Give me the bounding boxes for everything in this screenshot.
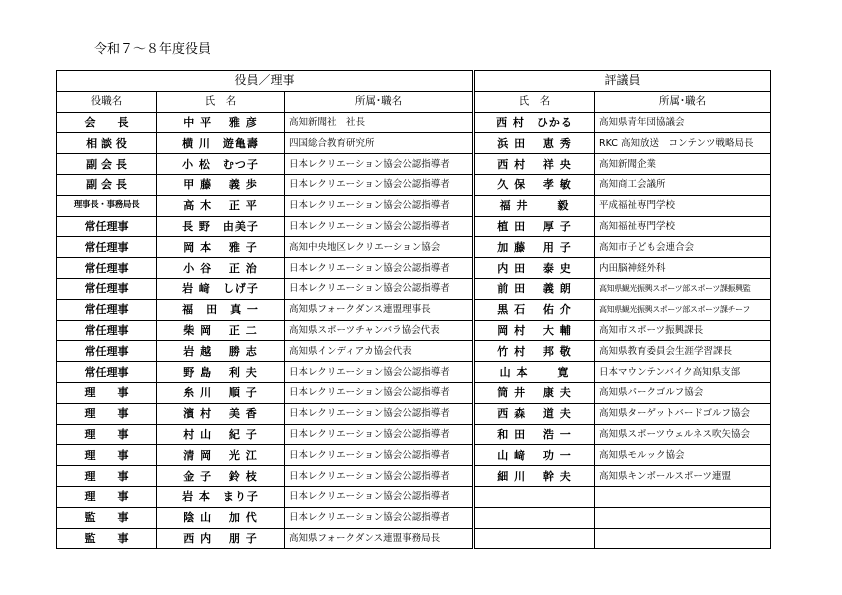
councilor-affiliation: 高知市子ども会連合会 bbox=[595, 237, 771, 258]
officer-row bbox=[57, 362, 473, 383]
officer-name: 岩 本 まり子 bbox=[157, 486, 285, 507]
councilor-name: 内 田 泰 史 bbox=[475, 258, 595, 279]
officer-affiliation: 高知県フォークダンス連盟理事長 bbox=[285, 299, 473, 320]
officer-role: 常任理事 bbox=[57, 341, 157, 362]
councilor-row bbox=[475, 237, 771, 258]
officer-role: 相 談 役 bbox=[57, 133, 157, 154]
councilor-affiliation: 高知県スポーツウェルネス吹矢協会 bbox=[595, 424, 771, 445]
officer-affiliation: 日本レクリエーション協会公認指導者 bbox=[285, 486, 473, 507]
officer-name: 岡 本 雅 子 bbox=[157, 237, 285, 258]
councilors-table bbox=[474, 70, 771, 549]
officer-name: 長 野 由美子 bbox=[157, 216, 285, 237]
officer-affiliation: 高知県インディアカ協会代表 bbox=[285, 341, 473, 362]
officer-affiliation: 高知新聞社 社長 bbox=[285, 112, 473, 133]
officer-affiliation: 日本レクリエーション協会公認指導者 bbox=[285, 216, 473, 237]
councilor-affiliation: 高知県青年団協議会 bbox=[595, 112, 771, 133]
councilor-name: 西 森 道 夫 bbox=[475, 403, 595, 424]
officer-row bbox=[57, 216, 473, 237]
officer-affiliation: 高知中央地区レクリエーション協会 bbox=[285, 237, 473, 258]
officer-name: 小 谷 正 治 bbox=[157, 258, 285, 279]
councilor-name: 和 田 浩 一 bbox=[475, 424, 595, 445]
councilor-affiliation bbox=[595, 486, 771, 507]
officer-name: 小 松 むつ子 bbox=[157, 154, 285, 175]
councilor-affiliation: 高知県観光振興スポーツ部スポーツ課チーフ bbox=[595, 299, 771, 320]
officer-name: 西 内 朋 子 bbox=[157, 528, 285, 549]
officer-role: 常任理事 bbox=[57, 258, 157, 279]
councilor-affiliation bbox=[595, 528, 771, 549]
officer-row bbox=[57, 403, 473, 424]
officer-name: 柴 岡 正 二 bbox=[157, 320, 285, 341]
councilor-affiliation: 高知県教育委員会生涯学習課長 bbox=[595, 341, 771, 362]
councilor-row bbox=[475, 112, 771, 133]
officer-name: 清 岡 光 江 bbox=[157, 445, 285, 466]
councilor-row bbox=[475, 445, 771, 466]
councilor-row bbox=[475, 528, 771, 549]
councilor-row bbox=[475, 507, 771, 528]
councilor-row bbox=[475, 195, 771, 216]
councilor-name: 久 保 孝 敏 bbox=[475, 174, 595, 195]
officer-name: 横 川 遊亀壽 bbox=[157, 133, 285, 154]
officer-name: 金 子 鈴 枝 bbox=[157, 466, 285, 487]
councilor-name: 山 﨑 功 一 bbox=[475, 445, 595, 466]
officer-row bbox=[57, 195, 473, 216]
officer-affiliation: 高知県フォークダンス連盟事務局長 bbox=[285, 528, 473, 549]
councilor-affiliation: RKC 高知放送 コンテンツ戦略局長 bbox=[595, 133, 771, 154]
councilor-affiliation: 高知福祉専門学校 bbox=[595, 216, 771, 237]
councilor-row bbox=[475, 133, 771, 154]
officer-role: 理 事 bbox=[57, 486, 157, 507]
officer-row bbox=[57, 258, 473, 279]
councilor-affiliation: 平成福祉専門学校 bbox=[595, 195, 771, 216]
officer-name: 濱 村 美 香 bbox=[157, 403, 285, 424]
role-column-header: 役職名 bbox=[57, 91, 157, 112]
officer-name: 野 島 利 夫 bbox=[157, 362, 285, 383]
officer-affiliation: 日本レクリエーション協会公認指導者 bbox=[285, 258, 473, 279]
officer-row bbox=[57, 341, 473, 362]
councilor-affiliation: 高知県ターゲットバードゴルフ協会 bbox=[595, 403, 771, 424]
councilor-name: 細 川 幹 夫 bbox=[475, 466, 595, 487]
name-column-header: 氏 名 bbox=[475, 91, 595, 112]
councilor-affiliation: 高知県観光振興スポーツ部スポーツ課振興監 bbox=[595, 278, 771, 299]
officer-name: 甲 藤 義 歩 bbox=[157, 174, 285, 195]
councilor-affiliation: 高知県モルック協会 bbox=[595, 445, 771, 466]
councilor-affiliation: 高知商工会議所 bbox=[595, 174, 771, 195]
officer-affiliation: 日本レクリエーション協会公認指導者 bbox=[285, 174, 473, 195]
officer-row bbox=[57, 133, 473, 154]
officer-row bbox=[57, 112, 473, 133]
officer-role: 監 事 bbox=[57, 507, 157, 528]
officer-row bbox=[57, 154, 473, 175]
officer-name: 岩 﨑 しげ子 bbox=[157, 278, 285, 299]
officer-role: 常任理事 bbox=[57, 320, 157, 341]
officer-affiliation: 日本レクリエーション協会公認指導者 bbox=[285, 507, 473, 528]
officer-role: 理事長・事務局長 bbox=[57, 195, 157, 216]
officer-row bbox=[57, 528, 473, 549]
officer-role: 監 事 bbox=[57, 528, 157, 549]
officer-name: 中 平 雅 彦 bbox=[157, 112, 285, 133]
councilor-row bbox=[475, 382, 771, 403]
name-column-header: 氏 名 bbox=[157, 91, 285, 112]
affiliation-column-header: 所属･職名 bbox=[285, 91, 473, 112]
officer-role: 理 事 bbox=[57, 403, 157, 424]
councilor-row bbox=[475, 424, 771, 445]
councilor-affiliation: 高知新聞企業 bbox=[595, 154, 771, 175]
councilor-affiliation: 高知県キンボールスポーツ連盟 bbox=[595, 466, 771, 487]
officer-affiliation: 日本レクリエーション協会公認指導者 bbox=[285, 445, 473, 466]
councilor-name: 植 田 厚 子 bbox=[475, 216, 595, 237]
councilor-row bbox=[475, 403, 771, 424]
councilor-name: 福 井 毅 bbox=[475, 195, 595, 216]
councilor-name: 筒 井 康 夫 bbox=[475, 382, 595, 403]
officer-name: 糸 川 順 子 bbox=[157, 382, 285, 403]
officer-row bbox=[57, 320, 473, 341]
councilor-row bbox=[475, 299, 771, 320]
councilor-name: 竹 村 邦 敬 bbox=[475, 341, 595, 362]
officer-affiliation: 高知県スポーツチャンバラ協会代表 bbox=[285, 320, 473, 341]
councilor-row bbox=[475, 174, 771, 195]
officer-role: 常任理事 bbox=[57, 362, 157, 383]
officer-row bbox=[57, 424, 473, 445]
councilor-affiliation: 内田脳神経外科 bbox=[595, 258, 771, 279]
councilor-row bbox=[475, 466, 771, 487]
councilor-name: 西 村 ひかる bbox=[475, 112, 595, 133]
councilor-affiliation: 高知市スポーツ振興課長 bbox=[595, 320, 771, 341]
officer-affiliation: 日本レクリエーション協会公認指導者 bbox=[285, 382, 473, 403]
affiliation-column-header: 所属･職名 bbox=[595, 91, 771, 112]
officer-name: 岩 越 勝 志 bbox=[157, 341, 285, 362]
officer-affiliation: 四国総合教育研究所 bbox=[285, 133, 473, 154]
officer-role: 常任理事 bbox=[57, 216, 157, 237]
councilor-affiliation: 日本マウンテンバイク高知県支部 bbox=[595, 362, 771, 383]
officer-role: 常任理事 bbox=[57, 278, 157, 299]
officer-role: 副 会 長 bbox=[57, 154, 157, 175]
officer-row bbox=[57, 466, 473, 487]
officer-affiliation: 日本レクリエーション協会公認指導者 bbox=[285, 403, 473, 424]
councilor-name: 加 藤 用 子 bbox=[475, 237, 595, 258]
officer-row bbox=[57, 382, 473, 403]
councilor-row bbox=[475, 216, 771, 237]
councilor-name: 浜 田 恵 秀 bbox=[475, 133, 595, 154]
councilor-row bbox=[475, 320, 771, 341]
officer-row bbox=[57, 299, 473, 320]
officer-name: 陰 山 加 代 bbox=[157, 507, 285, 528]
councilor-name bbox=[475, 507, 595, 528]
councilor-name bbox=[475, 528, 595, 549]
councilor-name: 前 田 義 朗 bbox=[475, 278, 595, 299]
officer-row bbox=[57, 507, 473, 528]
officer-role: 常任理事 bbox=[57, 237, 157, 258]
officer-role: 理 事 bbox=[57, 424, 157, 445]
officer-role: 理 事 bbox=[57, 382, 157, 403]
councilor-affiliation bbox=[595, 507, 771, 528]
officer-role: 理 事 bbox=[57, 445, 157, 466]
officer-row bbox=[57, 237, 473, 258]
officer-role: 会 長 bbox=[57, 112, 157, 133]
councilor-row bbox=[475, 362, 771, 383]
officer-name: 村 山 紀 子 bbox=[157, 424, 285, 445]
councilor-row bbox=[475, 486, 771, 507]
officers-table bbox=[56, 70, 473, 549]
officer-row bbox=[57, 486, 473, 507]
officer-affiliation: 日本レクリエーション協会公認指導者 bbox=[285, 278, 473, 299]
officer-row bbox=[57, 278, 473, 299]
officer-role: 常任理事 bbox=[57, 299, 157, 320]
officer-affiliation: 日本レクリエーション協会公認指導者 bbox=[285, 362, 473, 383]
councilor-name bbox=[475, 486, 595, 507]
officer-row bbox=[57, 174, 473, 195]
officer-name: 高 木 正 平 bbox=[157, 195, 285, 216]
officer-affiliation: 日本レクリエーション協会公認指導者 bbox=[285, 195, 473, 216]
councilor-affiliation: 高知県パークゴルフ協会 bbox=[595, 382, 771, 403]
councilors-section-header: 評議員 bbox=[475, 71, 771, 92]
document-title: 令和７～８年度役員 bbox=[94, 42, 212, 57]
councilor-name: 黒 石 佑 介 bbox=[475, 299, 595, 320]
officer-row bbox=[57, 445, 473, 466]
councilor-name: 西 村 祥 央 bbox=[475, 154, 595, 175]
councilor-name: 岡 村 大 輔 bbox=[475, 320, 595, 341]
officer-affiliation: 日本レクリエーション協会公認指導者 bbox=[285, 466, 473, 487]
councilor-row bbox=[475, 258, 771, 279]
officer-affiliation: 日本レクリエーション協会公認指導者 bbox=[285, 424, 473, 445]
officer-role: 副 会 長 bbox=[57, 174, 157, 195]
councilor-row bbox=[475, 278, 771, 299]
councilor-row bbox=[475, 154, 771, 175]
councilor-row bbox=[475, 341, 771, 362]
councilor-name: 山 本 寛 bbox=[475, 362, 595, 383]
officer-role: 理 事 bbox=[57, 466, 157, 487]
officers-section-header: 役員／理事 bbox=[57, 71, 473, 92]
officer-affiliation: 日本レクリエーション協会公認指導者 bbox=[285, 154, 473, 175]
officer-name: 福 田 真 一 bbox=[157, 299, 285, 320]
